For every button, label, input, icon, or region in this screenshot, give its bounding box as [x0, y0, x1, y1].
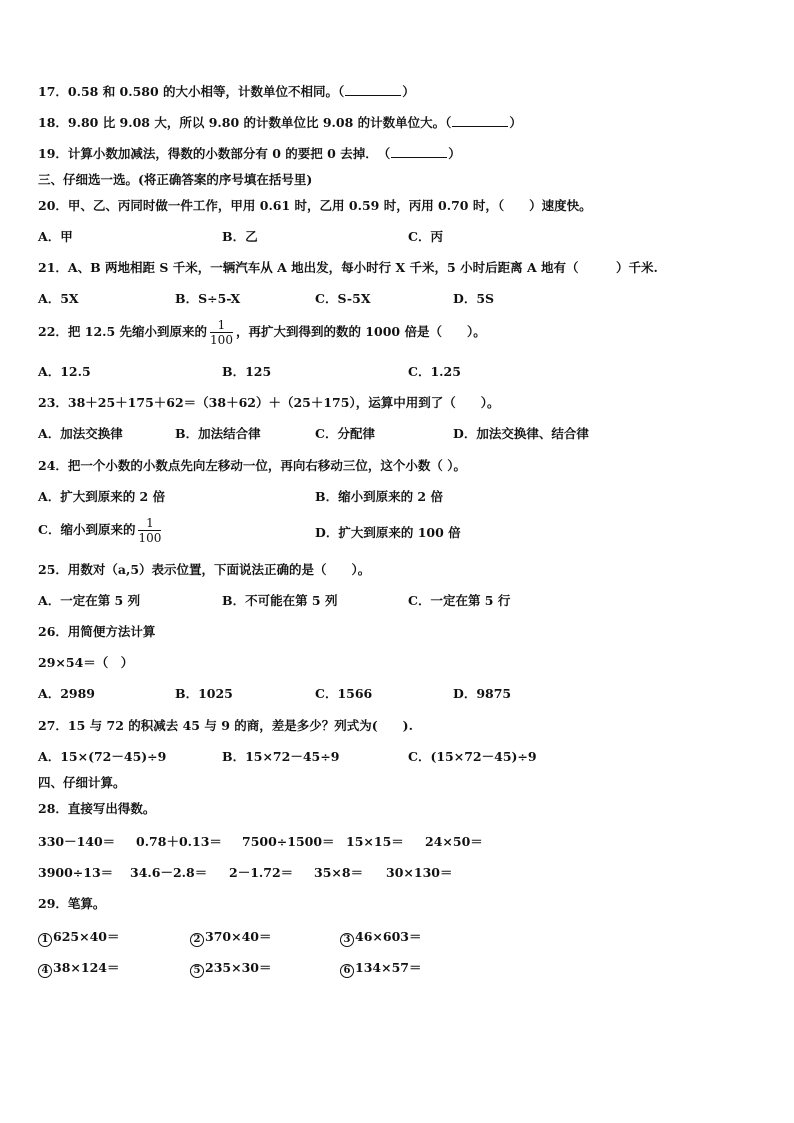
question-28: 28．直接写出得数。 [38, 801, 156, 816]
q24-option-b[interactable]: B．缩小到原来的 2 倍 [315, 489, 443, 504]
oral-calc-1: 330－140＝ [38, 834, 116, 849]
answer-blank-17[interactable] [345, 84, 401, 96]
q21-option-d[interactable]: D．5S [453, 291, 495, 306]
answer-blank-19[interactable] [391, 146, 447, 158]
section-3-heading: 三、仔细选一选。(将正确答案的序号填在括号里) [38, 172, 313, 187]
q25-option-a[interactable]: A．一定在第 5 列 [38, 593, 141, 608]
written-calc-3 [340, 927, 421, 947]
question-22-text-before: 22．把 12.5 先缩小到原来的 [38, 324, 208, 339]
circled-number-3: 3 [340, 933, 354, 947]
answer-blank-18[interactable] [452, 115, 508, 127]
q23-option-d[interactable]: D．加法交换律、结合律 [453, 426, 589, 441]
q27-option-c[interactable]: C．(15×72－45)÷9 [408, 749, 537, 764]
fraction-denominator: 100 [138, 531, 162, 545]
question-26-expression: 29×54＝（ ） [38, 655, 134, 670]
question-19-tail: ） [448, 146, 461, 161]
question-17-text: 17．0.58 和 0.580 的大小相等，计数单位不相同。（ [38, 84, 345, 99]
q24-option-d[interactable]: D．扩大到原来的 100 倍 [315, 525, 461, 540]
oral-calc-3: 7500÷1500＝ [242, 834, 335, 849]
q21-option-b[interactable]: B．S÷5-X [175, 291, 241, 306]
fraction-numerator: 1 [210, 318, 233, 333]
q21-option-a[interactable]: A．5X [38, 291, 79, 306]
circled-number-2: 2 [190, 933, 204, 947]
q25-option-b[interactable]: B．不可能在第 5 列 [222, 593, 338, 608]
q23-option-c[interactable]: C．分配律 [315, 426, 375, 441]
q23-option-b[interactable]: B．加法结合律 [175, 426, 261, 441]
q27-option-b[interactable]: B．15×72－45÷9 [222, 749, 340, 764]
fraction-numerator: 1 [138, 516, 161, 531]
oral-calc-7: 34.6－2.8＝ [130, 865, 208, 880]
question-18 [38, 115, 522, 131]
written-calc-4-expr: 38×124＝ [53, 960, 120, 975]
oral-calc-2: 0.78＋0.13＝ [136, 834, 222, 849]
question-24: 24．把一个小数的小数点先向左移动一位，再向右移动三位，这个小数（ ）。 [38, 458, 466, 473]
written-calc-1-expr: 625×40＝ [53, 929, 120, 944]
question-19-text: 19．计算小数加减法，得数的小数部分有 0 的要把 0 去掉． （ [38, 146, 391, 161]
fraction-one-hundredth [210, 318, 233, 347]
circled-number-4: 4 [38, 964, 52, 978]
q23-option-a[interactable]: A．加法交换律 [38, 426, 123, 441]
q26-option-d[interactable]: D．9875 [453, 686, 512, 701]
oral-calc-5: 24×50＝ [425, 834, 483, 849]
written-calc-5-expr: 235×30＝ [205, 960, 272, 975]
written-calc-1 [38, 927, 119, 947]
written-calc-4 [38, 958, 119, 978]
q21-option-c[interactable]: C．S-5X [315, 291, 371, 306]
section-4-heading: 四、仔细计算。 [38, 775, 126, 790]
question-22 [38, 318, 486, 347]
question-23: 23．38＋25＋175＋62＝（38＋62）＋（25＋175），运算中用到了（ ）。 [38, 395, 500, 410]
q20-option-c[interactable]: C．丙 [408, 229, 443, 244]
written-calc-3-expr: 46×603＝ [355, 929, 422, 944]
question-29: 29．笔算。 [38, 896, 106, 911]
q20-option-a[interactable]: A．甲 [38, 229, 73, 244]
q26-option-a[interactable]: A．2989 [38, 686, 95, 701]
question-20: 20．甲、乙、丙同时做一件工作，甲用 0.61 时，乙用 0.59 时，丙用 0.70 时，（ ）速度快。 [38, 198, 592, 213]
oral-calc-6: 3900÷13＝ [38, 865, 114, 880]
written-calc-2-expr: 370×40＝ [205, 929, 272, 944]
q27-option-a[interactable]: A．15×(72－45)÷9 [38, 749, 167, 764]
question-18-tail: ） [509, 115, 522, 130]
question-19 [38, 146, 461, 162]
q22-option-a[interactable]: A．12.5 [38, 364, 91, 379]
oral-calc-4: 15×15＝ [346, 834, 404, 849]
q24-option-a[interactable]: A．扩大到原来的 2 倍 [38, 489, 166, 504]
circled-number-5: 5 [190, 964, 204, 978]
q22-option-c[interactable]: C．1.25 [408, 364, 461, 379]
circled-number-1: 1 [38, 933, 52, 947]
oral-calc-10: 30×130＝ [386, 865, 453, 880]
q20-option-b[interactable]: B．乙 [222, 229, 258, 244]
question-22-text-after: ，再扩大到得到的数的 1000 倍是（ ）。 [235, 324, 486, 339]
question-26: 26．用简便方法计算 [38, 624, 156, 639]
q26-option-c[interactable]: C．1566 [315, 686, 373, 701]
written-calc-6 [340, 958, 421, 978]
fraction-denominator: 100 [210, 333, 233, 347]
question-17 [38, 84, 415, 100]
question-27: 27．15 与 72 的积减去 45 与 9 的商，差是多少？列式为( ). [38, 718, 413, 733]
oral-calc-8: 2－1.72＝ [229, 865, 294, 880]
question-17-tail: ） [402, 84, 415, 99]
question-25: 25．用数对（a,5）表示位置，下面说法正确的是（ ）。 [38, 562, 371, 577]
question-18-text: 18．9.80 比 9.08 大，所以 9.80 的计数单位比 9.08 的计数单位大。（ [38, 115, 452, 130]
oral-calc-9: 35×8＝ [314, 865, 364, 880]
q26-option-b[interactable]: B．1025 [175, 686, 233, 701]
q24-option-c[interactable] [38, 516, 164, 545]
q24-option-c-text: C．缩小到原来的 [38, 522, 136, 537]
circled-number-6: 6 [340, 964, 354, 978]
question-21: 21．A、B 两地相距 S 千米，一辆汽车从 A 地出发，每小时行 X 千米，5 小时后距离 A 地有（ ）千米. [38, 260, 658, 275]
written-calc-2 [190, 927, 271, 947]
written-calc-5 [190, 958, 271, 978]
q25-option-c[interactable]: C．一定在第 5 行 [408, 593, 511, 608]
written-calc-6-expr: 134×57＝ [355, 960, 422, 975]
q22-option-b[interactable]: B．125 [222, 364, 272, 379]
fraction-one-hundredth [138, 516, 161, 545]
